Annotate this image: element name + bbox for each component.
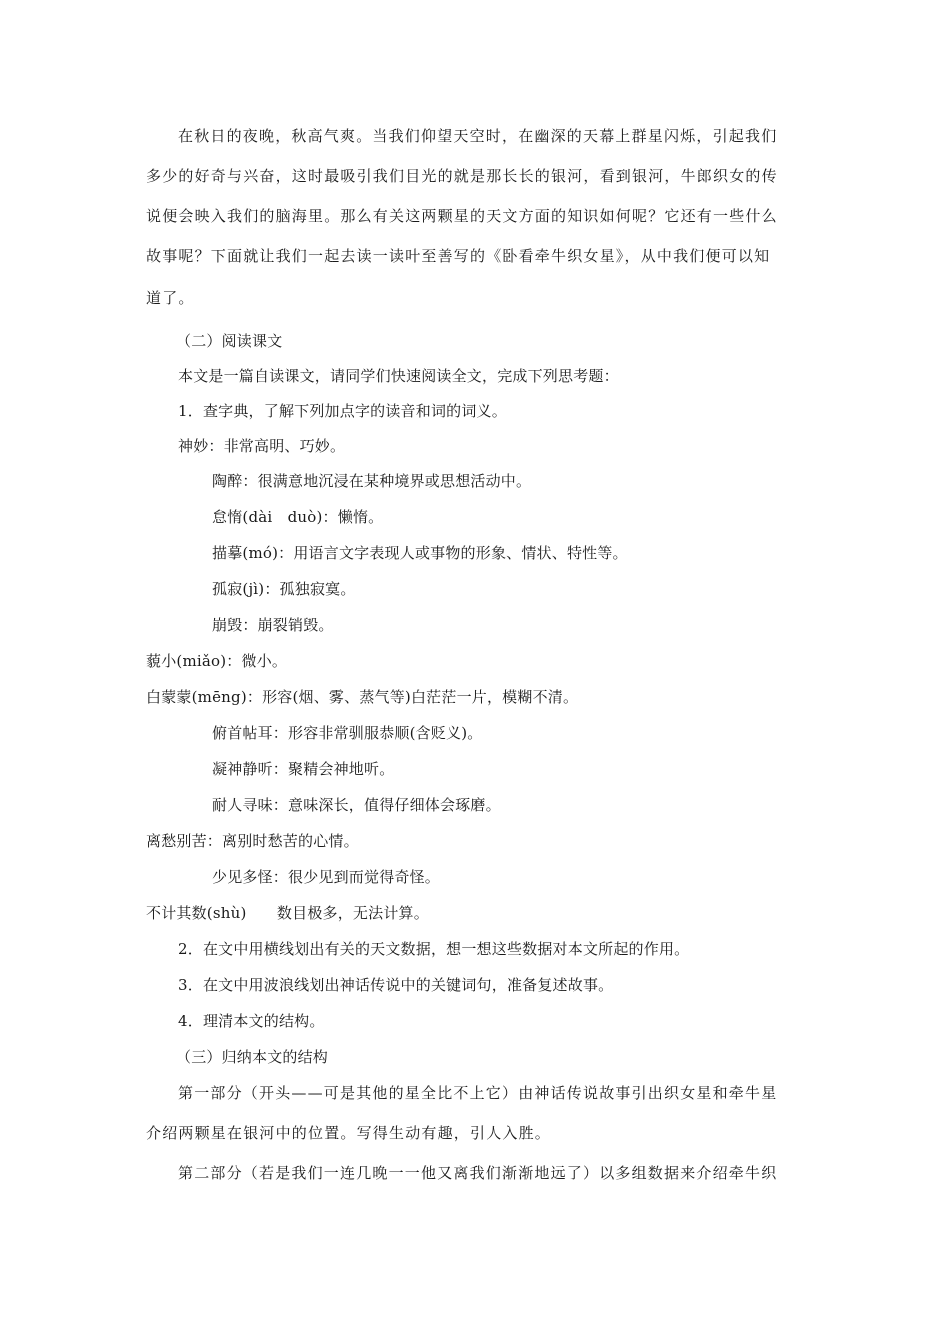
vocab-item: 描摹(mó)：用语言文字表现人或事物的形象、情状、特性等。 — [212, 544, 628, 562]
vocab-item: 俯首帖耳：形容非常驯服恭顺(含贬义)。 — [212, 724, 483, 742]
section2-intro: 本文是一篇自读课文，请同学们快速阅读全文，完成下列思考题： — [178, 367, 619, 385]
part1-line-1: 第一部分（开头——可是其他的星全比不上它）由神话传说故事引出织女星和牵牛星 — [178, 1084, 778, 1102]
section2-heading: （二）阅读课文 — [176, 332, 283, 350]
intro-line-4: 故事呢？下面就让我们一起去读一读叶至善写的《卧看牵牛织女星》，从中我们便可以知 — [146, 247, 771, 265]
intro-line-2: 多少的好奇与兴奋，这时最吸引我们目光的就是那长长的银河，看到银河，牛郎织女的传 — [146, 167, 778, 185]
vocab-item: 白蒙蒙(mēng)：形容(烟、雾、蒸气等)白茫茫一片，模糊不清。 — [146, 688, 579, 706]
vocab-item: 耐人寻味：意味深长，值得仔细体会琢磨。 — [212, 796, 501, 814]
vocab-item: 怠惰(dài duò)：懒惰。 — [212, 508, 384, 526]
vocab-item: 不计其数(shù) 数目极多，无法计算。 — [146, 904, 429, 922]
intro-line-5: 道了。 — [146, 289, 195, 307]
task-2: 2．在文中用横线划出有关的天文数据，想一想这些数据对本文所起的作用。 — [178, 940, 690, 958]
vocab-item: 凝神静听：聚精会神地听。 — [212, 760, 395, 778]
intro-line-3: 说便会映入我们的脑海里。那么有关这两颗星的天文方面的知识如何呢？它还有一些什么 — [146, 207, 778, 225]
vocab-item: 陶醉：很满意地沉浸在某种境界或思想活动中。 — [212, 472, 532, 490]
vocab-item: 离愁别苦：离别时愁苦的心情。 — [146, 832, 359, 850]
task-3: 3．在文中用波浪线划出神话传说中的关键词句，准备复述故事。 — [178, 976, 614, 994]
vocab-item: 崩毁：崩裂销毁。 — [212, 616, 334, 634]
task-4: 4．理清本文的结构。 — [178, 1012, 325, 1030]
vocab-item: 少见多怪：很少见到而觉得奇怪。 — [212, 868, 441, 886]
task-1: 1．查字典，了解下列加点字的读音和词的词义。 — [178, 402, 507, 420]
vocab-item: 神妙：非常高明、巧妙。 — [178, 437, 346, 455]
part2-line-1: 第二部分（若是我们一连几晚一一他又离我们渐渐地远了）以多组数据来介绍牵牛织 — [178, 1164, 778, 1182]
vocab-item: 孤寂(jì)：孤独寂寞。 — [212, 580, 356, 598]
part1-line-2: 介绍两颗星在银河中的位置。写得生动有趣，引人入胜。 — [146, 1124, 552, 1142]
section3-heading: （三）归纳本文的结构 — [176, 1048, 329, 1066]
intro-line-1: 在秋日的夜晚，秋高气爽。当我们仰望天空时，在幽深的天幕上群星闪烁，引起我们 — [178, 127, 778, 145]
vocab-item: 藐小(miǎo)：微小。 — [146, 652, 288, 670]
